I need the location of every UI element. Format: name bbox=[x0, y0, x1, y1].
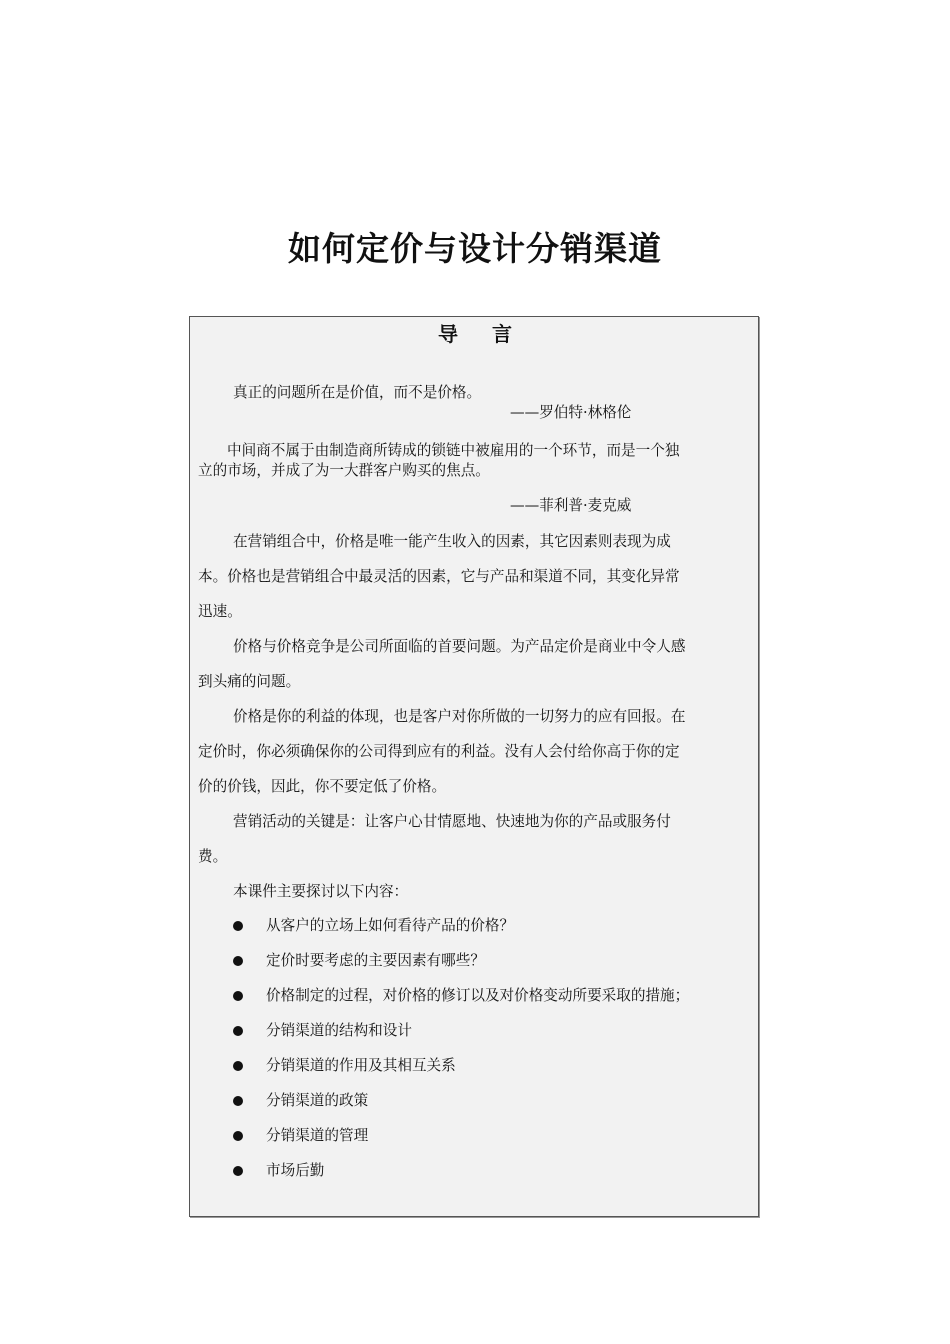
paragraph-line: 到头痛的问题。 bbox=[198, 673, 301, 690]
topic-item: 分销渠道的结构和设计 bbox=[266, 1022, 412, 1039]
paragraph-line: 迅速。 bbox=[198, 603, 242, 620]
paragraph-line: 在营销组合中，价格是唯一能产生收入的因素，其它因素则表现为成 bbox=[233, 533, 671, 550]
section-title-char: 言 bbox=[492, 322, 512, 346]
section-title-char: 导 bbox=[438, 322, 458, 346]
paragraph-line: 价的价钱，因此，你不要定低了价格。 bbox=[198, 778, 447, 795]
paragraph-line: 营销活动的关键是：让客户心甘情愿地、快速地为你的产品或服务付 bbox=[233, 813, 671, 830]
topic-item: 分销渠道的政策 bbox=[266, 1092, 369, 1109]
paragraph-line: 费。 bbox=[198, 848, 228, 865]
bullet-dot-icon bbox=[233, 1096, 243, 1106]
topic-item: 分销渠道的作用及其相互关系 bbox=[266, 1057, 456, 1074]
topic-item: 定价时要考虑的主要因素有哪些？ bbox=[266, 952, 485, 969]
topic-item: 市场后勤 bbox=[266, 1162, 325, 1179]
section-title bbox=[189, 318, 761, 350]
quote-text-line: 中间商不属于由制造商所铸成的锁链中被雇用的一个环节，而是一个独 bbox=[227, 442, 680, 459]
quote-text: 真正的问题所在是价值，而不是价格。 bbox=[233, 384, 482, 401]
bullet-dot-icon bbox=[233, 1166, 243, 1176]
bullet-dot-icon bbox=[233, 991, 243, 1001]
paragraph-line: 价格是你的利益的体现，也是客户对你所做的一切努力的应有回报。在 bbox=[233, 708, 686, 725]
quote-text-line: 立的市场，并成了为一大群客户购买的焦点。 bbox=[198, 462, 490, 479]
page-title: 如何定价与设计分销渠道 bbox=[288, 229, 662, 268]
bullet-dot-icon bbox=[233, 1061, 243, 1071]
topic-item: 分销渠道的管理 bbox=[266, 1127, 369, 1144]
bullet-dot-icon bbox=[233, 956, 243, 966]
topic-item: 从客户的立场上如何看待产品的价格？ bbox=[266, 917, 515, 934]
quote-attribution: ——菲利普·麦克威 bbox=[510, 497, 632, 514]
paragraph-line: 本课件主要探讨以下内容： bbox=[233, 883, 409, 900]
bullet-dot-icon bbox=[233, 1026, 243, 1036]
quote-attribution: ——罗伯特·林格伦 bbox=[510, 404, 632, 421]
bullet-dot-icon bbox=[233, 1131, 243, 1141]
paragraph-line: 本。价格也是营销组合中最灵活的因素，它与产品和渠道不同，其变化异常 bbox=[198, 568, 680, 585]
paragraph-line: 定价时，你必须确保你的公司得到应有的利益。没有人会付给你高于你的定 bbox=[198, 743, 680, 760]
paragraph-line: 价格与价格竞争是公司所面临的首要问题。为产品定价是商业中令人感 bbox=[233, 638, 686, 655]
bullet-dot-icon bbox=[233, 921, 243, 931]
topic-item: 价格制定的过程，对价格的修订以及对价格变动所要采取的措施； bbox=[266, 987, 690, 1004]
